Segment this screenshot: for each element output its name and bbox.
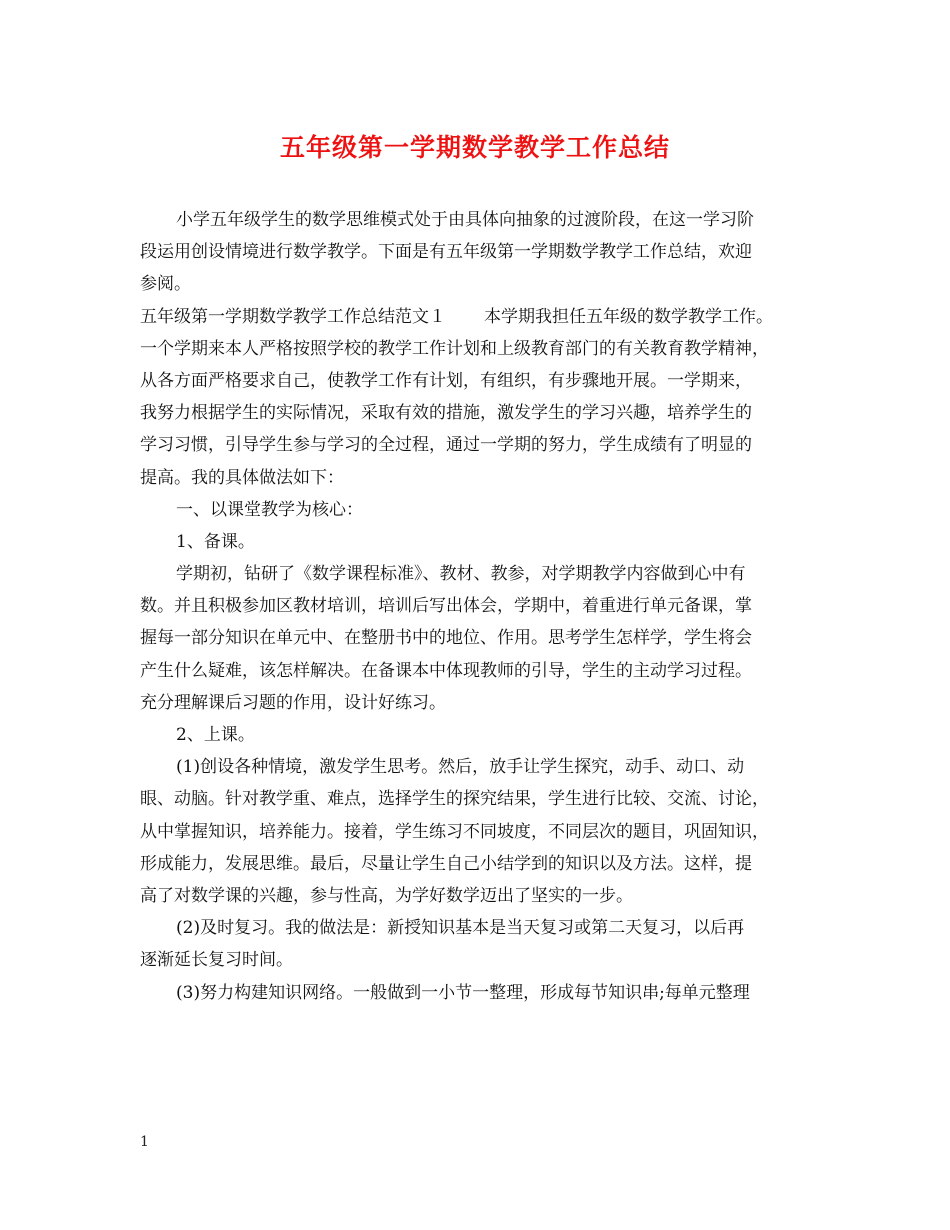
paragraph-line [140,944,820,976]
paragraph-line [140,751,820,783]
paragraph-line [140,655,820,687]
document-title: 五年级第一学期数学教学工作总结 [279,133,670,162]
paragraph-line [140,590,820,622]
paragraph-line [140,494,820,526]
line-text: (2)及时复习。我的做法是：新授知识基本是当天复习或第二天复习，以后再 [176,918,745,939]
line-text: (1)创设各种情境，激发学生思考。然后，放手让学生探究，动手、动口、动 [176,757,745,778]
paragraph-line [140,816,820,848]
paragraph-line [140,526,820,558]
line-text: 提高。我的具体做法如下： [140,467,344,488]
paragraph-line [140,912,820,944]
line-text: 一个学期来本人严格按照学校的教学工作计划和上级教育部门的有关教育教学精神， [140,338,769,359]
paragraph-line [140,622,820,654]
line-text: 2、上课。 [176,725,255,745]
paragraph-line [140,333,820,365]
paragraph-line [140,268,820,300]
paragraph-line [140,687,820,719]
paragraph-line [140,558,820,590]
paragraph-line [140,204,820,236]
line-text: 从各方面严格要求自己，使教学工作有计划，有组织，有步骤地开展。一学期来， [140,370,752,391]
paragraph-line [140,880,820,912]
line-text: 小学五年级学生的数学思维模式处于由具体向抽象的过渡阶段，在这一学习阶 [176,210,754,230]
paragraph-line [140,462,820,494]
line-text: 我努力根据学生的实际情况，采取有效的措施，激发学生的学习兴趣，培养学生的 [140,403,752,424]
line-text: 形成能力，发展思维。最后，尽量让学生自己小结学到的知识以及方法。这样，提 [140,853,752,874]
document-body [140,204,820,1009]
paragraph-line [140,429,820,461]
paragraph-line [140,977,820,1009]
line-text: 眼、动脑。针对教学重、难点，选择学生的探究结果，学生进行比较、交流、讨论， [140,789,769,810]
line-text-tail: 本学期我担任五年级的数学教学工作。 [484,306,773,327]
line-text: 一、以课堂教学为核心： [176,499,363,520]
line-text: 充分理解课后习题的作用，设计好练习。 [140,692,446,713]
line-text: 学期初，钻研了《数学课程标准》、教材、教参，对学期教学内容做到心中有 [176,564,746,585]
line-text: 学习习惯，引导学生参与学习的全过程，通过一学期的努力，学生成绩有了明显的 [140,435,752,456]
line-text: 从中掌握知识，培养能力。接着，学生练习不同坡度，不同层次的题目，巩固知识， [140,821,769,842]
line-text: 五年级第一学期数学教学工作总结范文１ [140,306,446,327]
paragraph-line [140,236,820,268]
paragraph-line [140,365,820,397]
paragraph-line [140,848,820,880]
line-text: 产生什么疑难，该怎样解决。在备课本中体现教师的引导，学生的主动学习过程。 [140,660,752,681]
line-text: 1、备课。 [176,531,255,552]
line-text: 段运用创设情境进行数学教学。下面是有五年级第一学期数学教学工作总结，欢迎 [140,242,752,263]
paragraph-line [140,397,820,429]
paragraph-line [140,719,820,751]
paragraph-line [140,301,820,333]
line-text: 高了对数学课的兴趣，参与性高，为学好数学迈出了坚实的一步。 [140,885,633,906]
line-text: 握每一部分知识在单元中、在整册书中的地位、作用。思考学生怎样学，学生将会 [140,628,752,649]
page-number: 1 [140,1134,149,1150]
line-text: 数。并且积极参加区教材培训，培训后写出体会，学期中，着重进行单元备课，掌 [140,596,752,617]
line-text: 逐渐延长复习时间。 [140,950,293,971]
line-text: 参阅。 [140,274,191,295]
paragraph-line [140,783,820,815]
line-text: (3)努力构建知识网络。一般做到一小节一整理，形成每节知识串;每单元整理 [176,982,750,1003]
